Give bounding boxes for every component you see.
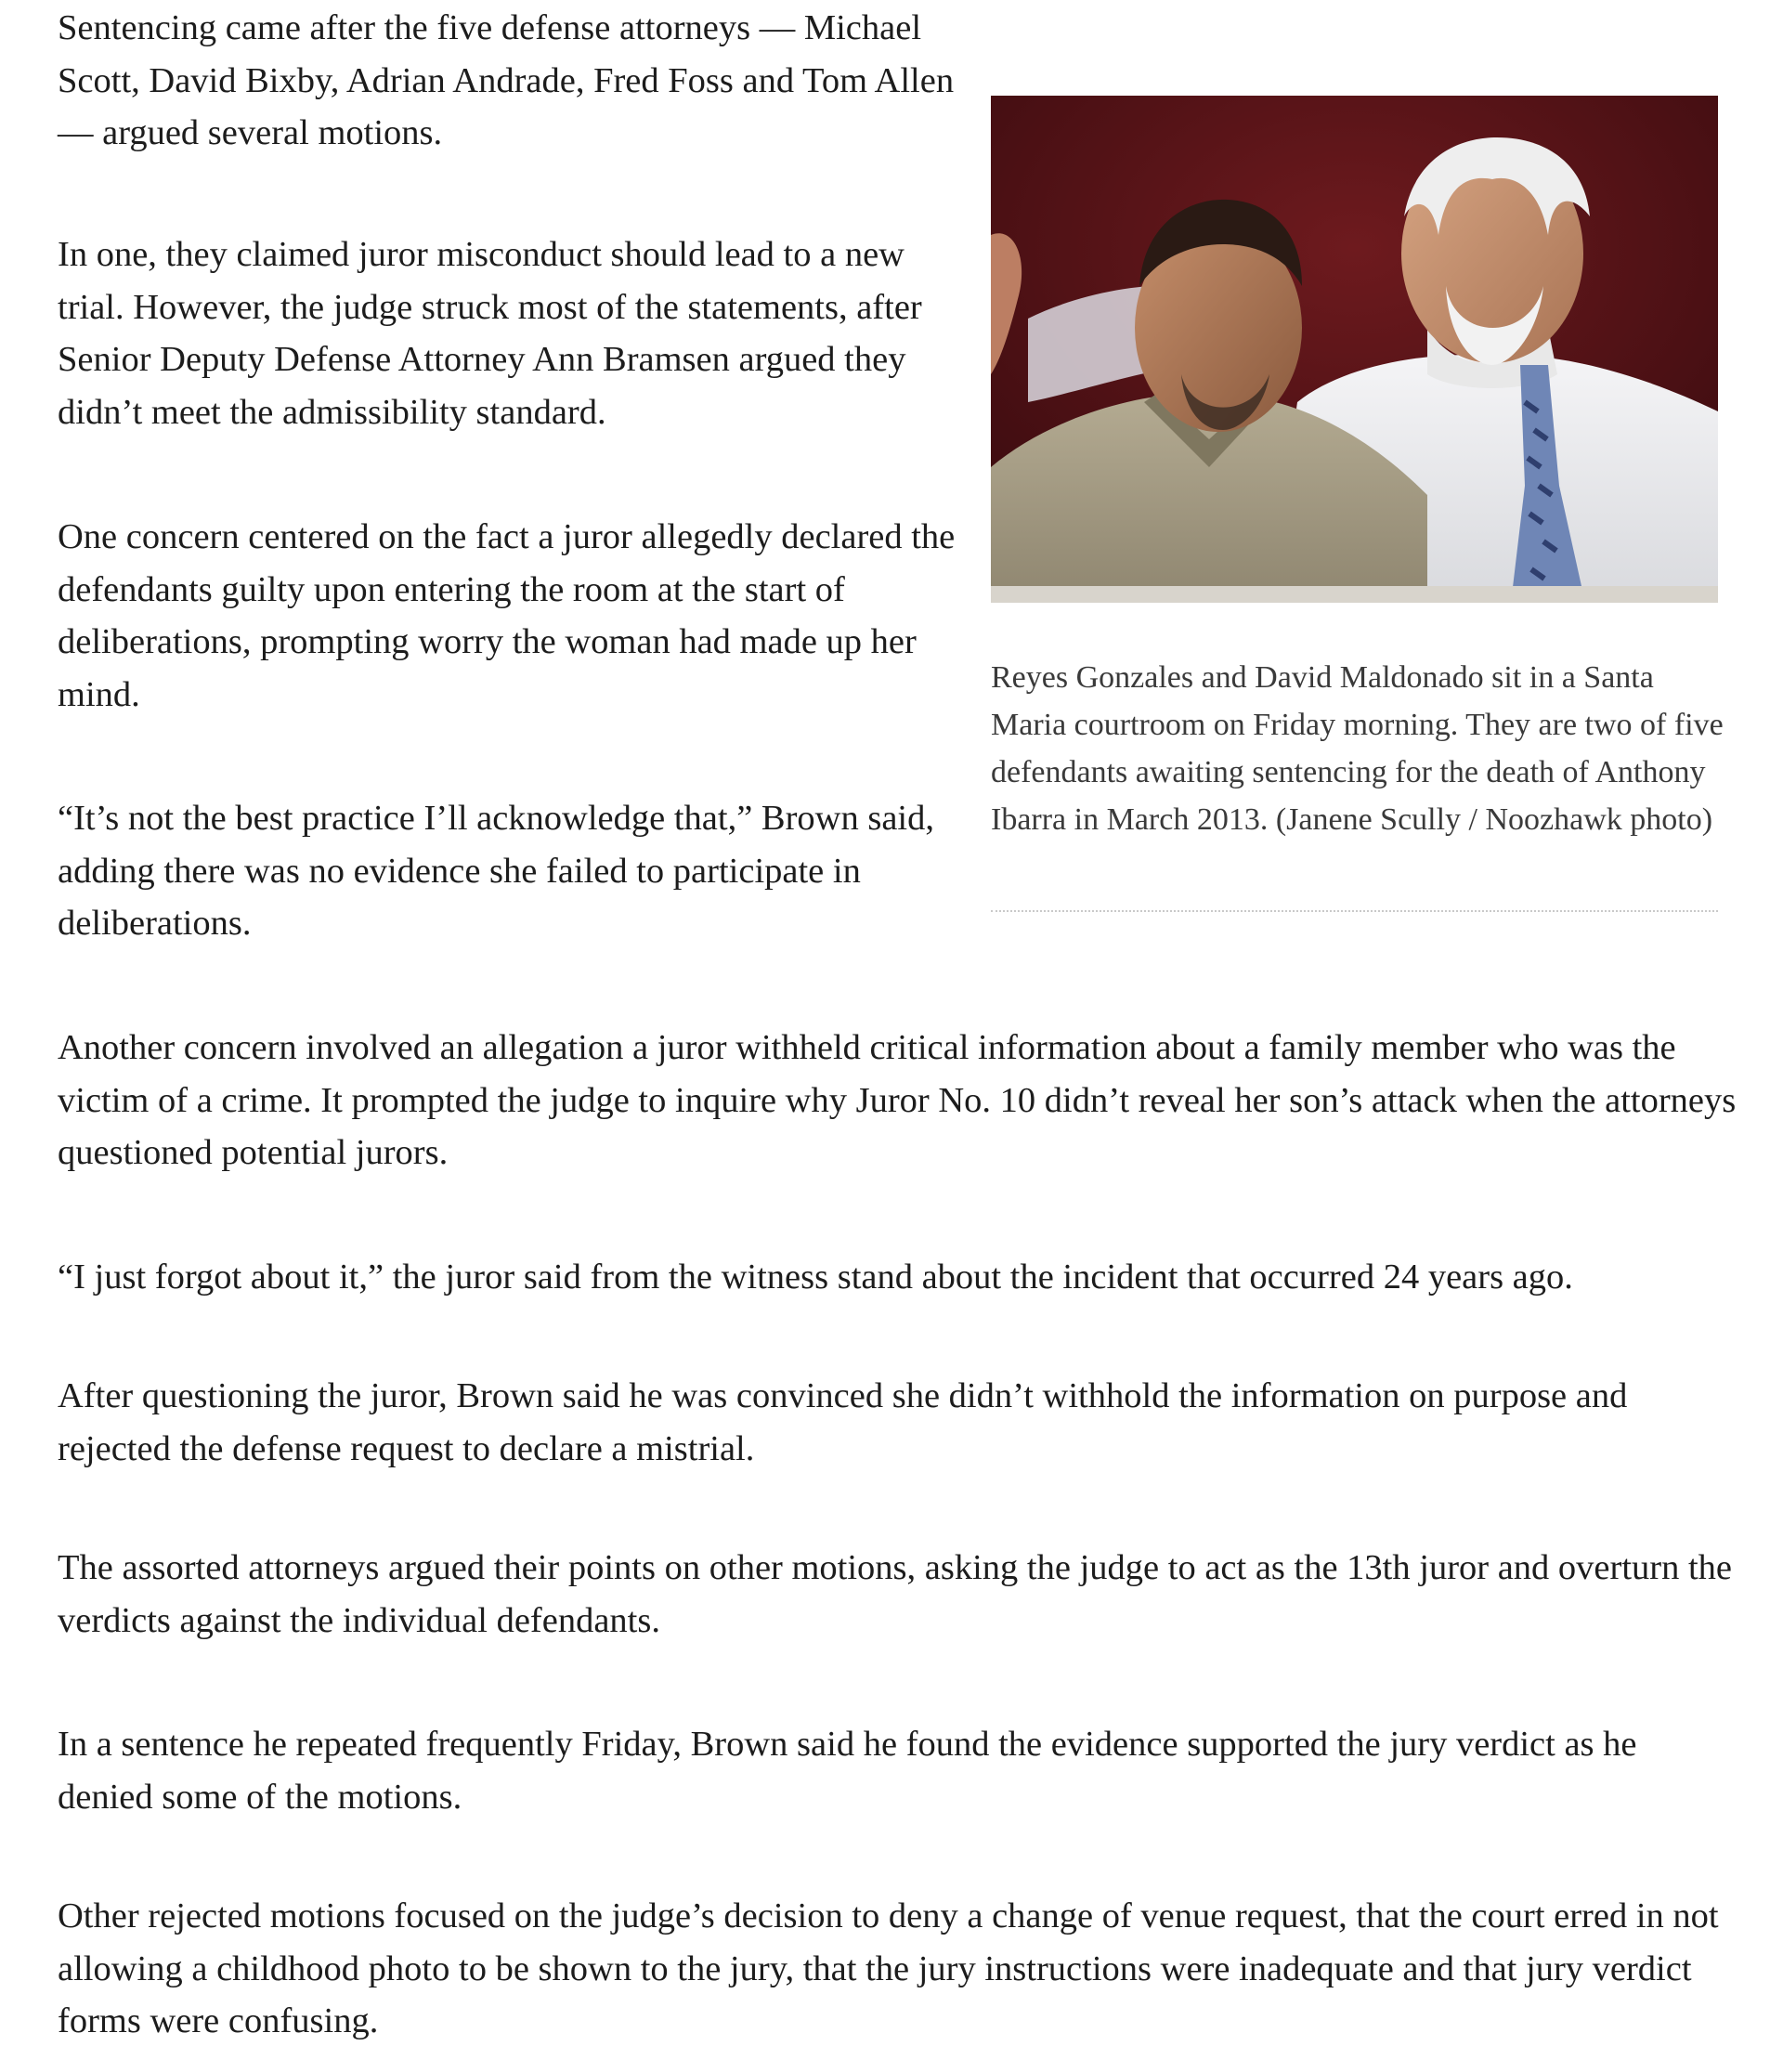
paragraph-1: Sentencing came after the five defense attorneys — Michael Scott, David Bixby, Adrian Andrade, Fred Foss and Tom Allen — argued several motions. xyxy=(58,8,955,152)
courtroom-photo xyxy=(991,96,1718,603)
caption-divider xyxy=(991,910,1718,912)
paragraph-4: “It’s not the best practice I’ll acknowledge that,” Brown said, adding there was no evidence she failed to participate in deliberations. xyxy=(58,799,935,943)
paragraph-7: After questioning the juror, Brown said he was convinced she didn’t withhold the information on purpose and rejected the defense request to declare a mistrial. xyxy=(58,1376,1628,1468)
paragraph-10: Other rejected motions focused on the judge’s decision to deny a change of venue request, that the court erred in not allowing a childhood photo to be shown to the jury, that the jury instructions were inadequate and that jury verdict forms were confusing. xyxy=(58,1896,1719,2040)
photo-caption: Reyes Gonzales and David Maldonado sit in a Santa Maria courtroom on Friday morning. They are two of five defendants awaiting sentencing for the death of Anthony Ibarra in March 2013. (Janene Scully / Noozhawk photo) xyxy=(991,660,1724,837)
paragraph-6: “I just forgot about it,” the juror said from the witness stand about the incident that occurred 24 years ago. xyxy=(58,1258,1573,1297)
paragraph-9: In a sentence he repeated frequently Friday, Brown said he found the evidence supported the jury verdict as he denied some of the motions. xyxy=(58,1725,1637,1817)
paragraph-5: Another concern involved an allegation a juror withheld critical information about a family member who was the victim of a crime. It prompted the judge to inquire why Juror No. 10 didn’t reveal her son’s attack when the attorneys questioned potential jurors. xyxy=(58,1028,1737,1172)
paragraph-3: One concern centered on the fact a juror allegedly declared the defendants guilty upon entering the room at the start of deliberations, prompting worry the woman had made up her mind. xyxy=(58,517,956,714)
paragraph-8: The assorted attorneys argued their points on other motions, asking the judge to act as the 13th juror and overturn the verdicts against the individual defendants. xyxy=(58,1548,1733,1640)
paragraph-2: In one, they claimed juror misconduct should lead to a new trial. However, the judge struck most of the statements, after Senior Deputy Defense Attorney Ann Bramsen argued they didn’t meet the admissibility standard. xyxy=(58,235,922,432)
